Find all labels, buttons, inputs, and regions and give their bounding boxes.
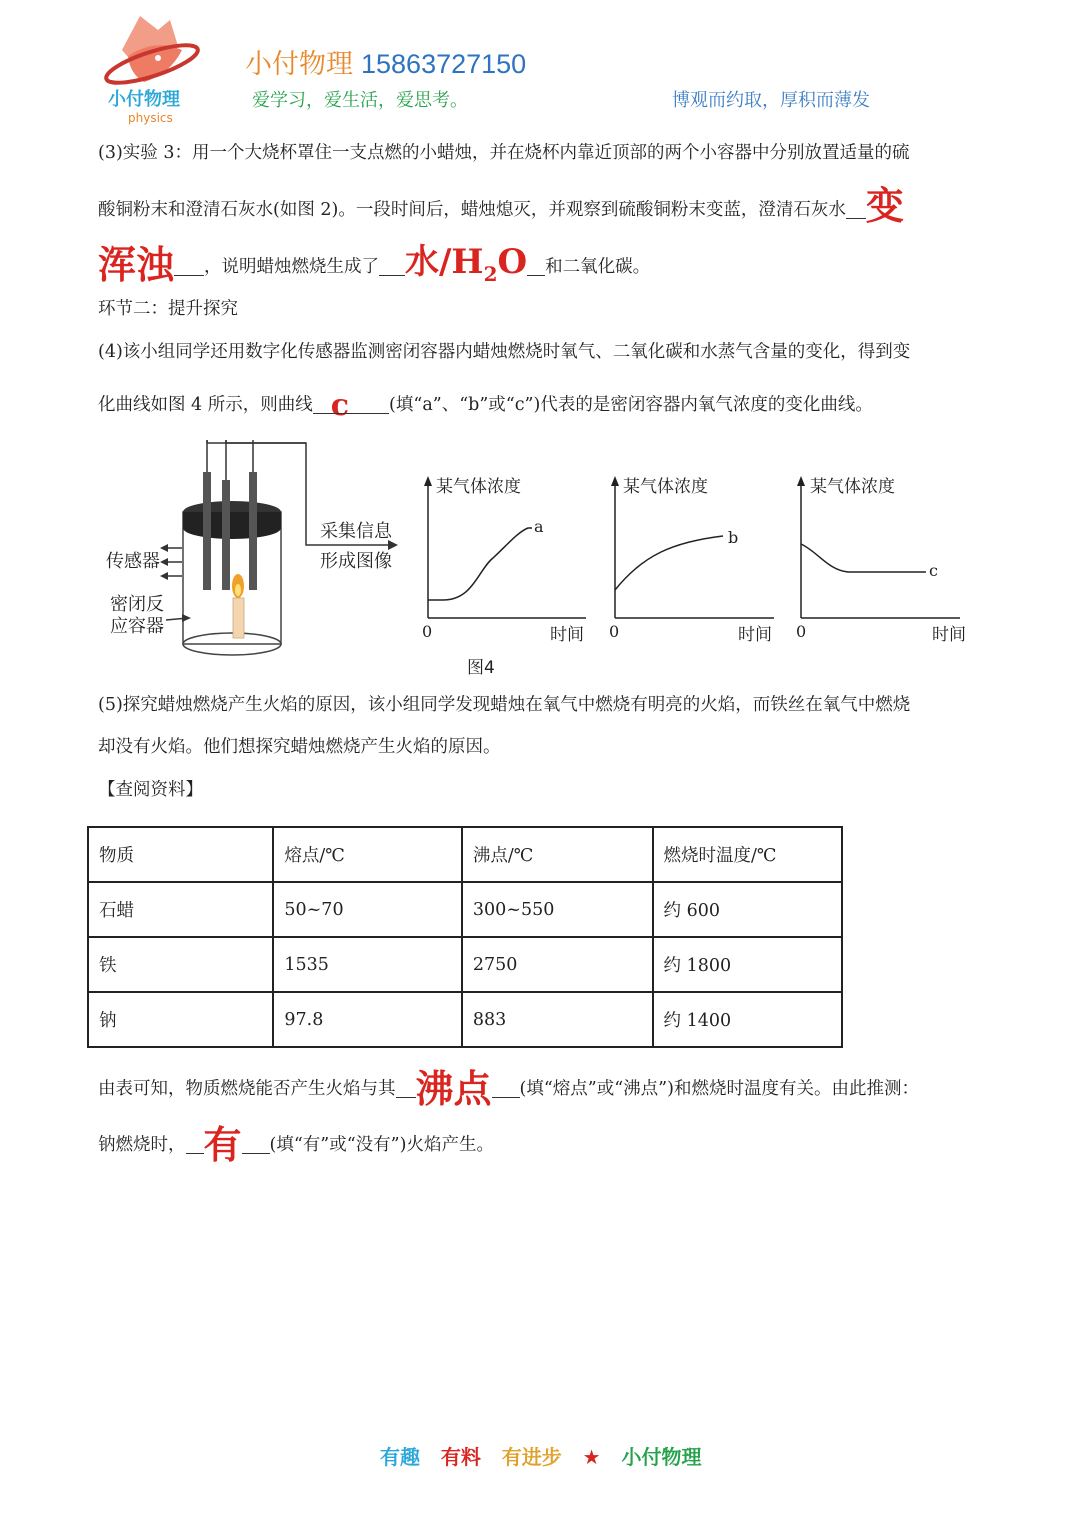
q3-line2-text: 酸铜粉末和澄清石灰水(如图 2)。一段时间后，蜡烛熄灭，并观察到硫酸铜粉末变蓝，澄清石灰水 [98, 199, 846, 220]
blank-underline [367, 413, 389, 414]
q4-line2-pre: 化曲线如图 4 所示，则曲线 [98, 394, 313, 415]
q3-line3 [98, 238, 651, 287]
graph-a [422, 476, 586, 645]
logo-text: 小付物理 [108, 89, 180, 110]
apparatus [160, 440, 398, 655]
graph-c-origin: 0 [796, 622, 807, 641]
brand-phone: 15863727150 [361, 49, 527, 79]
graph-b-origin: 0 [609, 622, 620, 641]
figure-caption: 图4 [467, 658, 495, 678]
brand-name: 小付物理 [245, 49, 353, 80]
label-sensor: 传感器 [106, 551, 160, 572]
table-row [88, 992, 842, 1047]
table-header-cell: 物质 [88, 827, 273, 882]
table-cell: 97.8 [273, 992, 462, 1047]
answer-q3-2-main: 水/H [405, 242, 484, 283]
answer-conclusion-2: 有 [203, 1122, 242, 1167]
conclusion-line2-post: (填“有”或“没有”)火焰产生。 [269, 1134, 494, 1155]
blank-underline [527, 275, 545, 276]
section-title: 环节二：提升探究 [98, 299, 238, 319]
blank-underline [313, 413, 369, 414]
q5-line1: (5)探究蜡烛燃烧产生火焰的原因，该小组同学发现蜡烛在氧气中燃烧有明亮的火焰，而铁丝在氧气中燃烧 [98, 695, 911, 715]
logo-icon [100, 8, 210, 126]
curve-c [801, 544, 926, 572]
q3-line2 [98, 183, 904, 228]
blank-underline [396, 1097, 416, 1098]
data-table [87, 826, 843, 1048]
answer-conclusion-1: 沸点 [415, 1066, 492, 1111]
footer-part-2: 有料 [440, 1445, 481, 1469]
reference-heading: 【查阅资料】 [98, 780, 203, 800]
graph-a-ylabel: 某气体浓度 [436, 477, 521, 497]
curve-b-label: b [728, 528, 739, 547]
table-cell: 50~70 [273, 882, 462, 937]
blank-underline [174, 275, 204, 276]
q3-line3-end: 和二氧化碳。 [545, 256, 651, 277]
brand-line [245, 42, 526, 81]
curve-b [615, 536, 723, 590]
q5-line2: 却没有火焰。他们想探究蜡烛燃烧产生火焰的原因。 [98, 737, 501, 757]
answer-q3-2-tail: O [497, 242, 528, 283]
footer-part-3: 有进步 [501, 1445, 562, 1469]
graph-b-xlabel: 时间 [738, 625, 772, 645]
curve-a-label: a [534, 517, 544, 536]
table-header-cell: 沸点/℃ [462, 827, 653, 882]
q3-line1: (3)实验 3：用一个大烧杯罩住一支点燃的小蜡烛，并在烧杯内靠近顶部的两个小容器中分别放置适量的硫 [98, 143, 910, 163]
footer-slogan [380, 1441, 702, 1470]
graph-c [796, 476, 966, 645]
answer-q3-2-sub: 2 [483, 262, 498, 286]
label-vessel-2: 应容器 [110, 616, 164, 637]
label-collect-1: 采集信息 [320, 521, 392, 542]
conclusion-line2 [98, 1120, 494, 1167]
table-cell: 300~550 [462, 882, 653, 937]
table-cell: 钠 [88, 992, 273, 1047]
figure-4 [98, 440, 988, 685]
q4-line2 [98, 385, 873, 421]
blank-underline [242, 1153, 270, 1154]
q4-line1: (4)该小组同学还用数字化传感器监测密闭容器内蜡烛燃烧时氧气、二氧化碳和水蒸气含量的变化，得到变 [98, 342, 911, 362]
answer-q3-1a: 变 [865, 183, 904, 228]
answer-q4: c [330, 388, 350, 423]
q3-line3-mid: ，说明蜡烛燃烧生成了 [204, 256, 380, 277]
graph-b [609, 476, 774, 645]
label-vessel-1: 密闭反 [110, 594, 164, 615]
table-header-cell: 燃烧时温度/℃ [653, 827, 842, 882]
logo [100, 8, 210, 126]
blank-underline [846, 217, 866, 219]
conclusion-line2-pre: 钠燃烧时， [98, 1134, 186, 1155]
conclusion-line1 [98, 1064, 919, 1111]
label-collect-2: 形成图像 [320, 551, 392, 572]
blank-underline [379, 275, 405, 276]
table-header-row [88, 827, 842, 882]
table-cell: 约 1800 [653, 937, 842, 992]
blank-underline [186, 1153, 204, 1154]
table-cell: 2750 [462, 937, 653, 992]
graph-a-xlabel: 时间 [550, 625, 584, 645]
slogan-right: 博观而约取，厚积而薄发 [672, 90, 870, 111]
graph-b-ylabel: 某气体浓度 [623, 477, 708, 497]
star-icon: ★ [582, 1445, 601, 1469]
logo-sub: physics [128, 111, 173, 125]
curve-c-label: c [929, 561, 938, 580]
graph-c-xlabel: 时间 [932, 625, 966, 645]
table-cell: 1535 [273, 937, 462, 992]
table-cell: 约 600 [653, 882, 842, 937]
slogan-left: 爱学习，爱生活，爱思考。 [252, 90, 468, 111]
footer-part-1: 有趣 [380, 1445, 420, 1469]
conclusion-line1-post: (填“熔点”或“沸点”)和燃烧时温度有关。由此推测： [519, 1078, 919, 1099]
answer-q3-2 [405, 242, 528, 286]
answer-q3-1b: 浑浊 [98, 242, 175, 287]
table-row [88, 882, 842, 937]
table-cell: 约 1400 [653, 992, 842, 1047]
conclusion-line1-pre: 由表可知，物质燃烧能否产生火焰与其 [98, 1078, 396, 1099]
graph-a-origin: 0 [422, 622, 433, 641]
table-cell: 石蜡 [88, 882, 273, 937]
table-row [88, 937, 842, 992]
table-cell: 883 [462, 992, 653, 1047]
blank-underline [492, 1097, 520, 1098]
footer-part-4: 小付物理 [621, 1445, 702, 1469]
table-header-cell: 熔点/℃ [273, 827, 462, 882]
graph-c-ylabel: 某气体浓度 [810, 477, 895, 497]
curve-a [428, 528, 532, 600]
q4-line2-post: (填“a”、“b”或“c”)代表的是密闭容器内氧气浓度的变化曲线。 [389, 394, 873, 415]
table-cell: 铁 [88, 937, 273, 992]
